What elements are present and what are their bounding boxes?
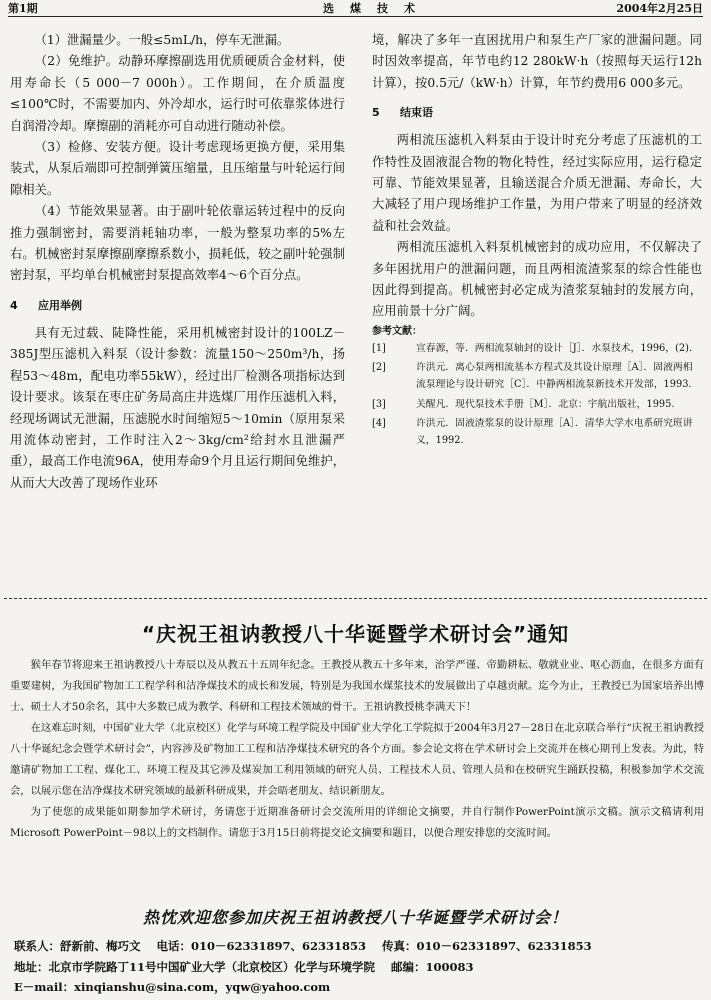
email-value[interactable]: xinqianshu@sina.com，yqw@yahoo.com <box>74 980 331 994</box>
postcode-label: 邮编： <box>391 960 426 974</box>
address-label: 地址： <box>14 960 49 974</box>
conclusion-paragraph: 两相流压滤机入料泵由于设计时充分考虑了压滤机的工作特性及固液混合物的物化特性，经过实际应用，运行稳定可靠、节能效果显著，且输送混合介质无泄漏、寿命长，大大减轻了用户现场维护工作量，为用户带来了明显的经济效益和社会效益。 <box>372 133 702 233</box>
continuation-paragraph: 境，解决了多年一直困扰用户和泵生产厂家的泄漏问题。同时因效率提高，年节电约12 280kW·h（按照每天运行12h计算），按0.5元/（kW·h）计算，年节约费用6 000多元。 <box>372 33 702 90</box>
address-value: 北京市学院路丁11号中国矿业大学（北京校区）化学与环境学院 <box>48 960 376 974</box>
email-line <box>14 978 704 996</box>
contacts-label: 联系人： <box>14 939 60 953</box>
dashed-divider <box>4 598 707 599</box>
conclusion-paragraph: 两相流压滤机入料泵机械密封的成功应用，不仅解决了多年困扰用户的泄漏问题，而且两相流渣浆泵的综合性能也因此得到提高。机械密封必定成为渣浆泵轴封的发展方向，应用前景十分广阔。 <box>372 240 702 319</box>
welcome-line: 热忱欢迎您参加庆祝王祖讷教授八十华诞暨学术研讨会！ <box>142 908 568 927</box>
email-label: E－mail： <box>14 980 75 994</box>
notice-title: “庆祝王祖讷教授八十华诞暨学术研讨会”通知 <box>141 622 570 646</box>
reference-text: 宣春源，等．两相流泵轴封的设计［J］．水泵技术，1996，(2)． <box>416 342 699 354</box>
reference-item <box>372 340 702 357</box>
fax-label: 传真： <box>382 939 417 953</box>
reference-number: [3] <box>372 398 386 410</box>
right-column <box>372 30 702 452</box>
section-number: 5 <box>372 106 380 120</box>
phone-label: 电话： <box>156 939 191 953</box>
application-paragraph: 具有无过载、陡降性能，采用机械密封设计的100LZ－385J型压滤机入料泵（设计参数：流量150～250m³/h，扬程53～48m，配电功率55kW），经过出厂检测各项指标达到设计要求。该泵在枣庄矿务局高庄井选煤厂用作压滤机入料，经现场调试无泄漏，压滤脱水时间缩短5～10min（原用泵采用流体动密封，工作时注入2～3kg/cm²给封水且泄漏严重），最高工作电流96A，使用寿命9个月且运行期间免维护，从而大大改善了现场作业环 <box>10 325 345 490</box>
feature-item: （3）检修、安装方便。设计考虑现场更换方便，采用集装式，从泵后端即可控制弹簧压缩量，且压缩量与叶轮运行间隙相关。 <box>10 140 345 197</box>
phone-value: 010－62331897、62331853 <box>191 939 367 953</box>
section-title: 结束语 <box>400 106 433 120</box>
reference-number: [1] <box>372 342 386 354</box>
contact-line <box>14 937 704 955</box>
reference-number: [2] <box>372 362 386 374</box>
references-title: 参考文献： <box>372 325 422 337</box>
notice-paragraph: 为了使您的成果能如期参加学术研讨，务请您于近期准备研讨会交流所用的详细论文摘要，并自行制作PowerPoint演示文稿。演示文稿请利用Microsoft PowerPoint－98以上的文档制作。请您于3月15日前将提交论文摘要和题目，以便合理安排您的交流时间。 <box>10 806 704 839</box>
issue-number: 第1期 <box>8 2 38 15</box>
journal-name: 选煤技术 <box>323 2 431 15</box>
section-heading-5 <box>372 102 702 124</box>
postcode-value: 100083 <box>425 960 474 974</box>
feature-item: （4）节能效果显著。由于副叶轮依靠运转过程中的反向推力强制密封，需要消耗轴功率，一般为整泵功率的5%左右。机械密封泵摩擦副摩擦系数小，损耗低，较之副叶轮强制密封泵，平均单台机械密封泵提高效率4～6个百分点。 <box>10 204 345 283</box>
notice-body <box>10 655 704 844</box>
section-title: 应用举例 <box>38 298 82 312</box>
reference-item <box>372 415 702 450</box>
section-number: 4 <box>10 298 18 312</box>
address-line <box>14 958 704 976</box>
notice-paragraph: 猴年春节将迎来王祖讷教授八十寿辰以及从教五十五周年纪念。王教授从教五十多年来，治学严谨、帝勤耕耘、敬就业业、呕心沥血，在很多方面有重要建树，为我国矿物加工工程学科和洁净煤技术的成长和发展，特别是为我国水煤浆技术的发展做出了卓越贡献。迄今为止，王教授已为国家培养出博士、硕士人才50余名，其中大多数已成为教学、科研和工程技术领域的骨干。王祖讷教授桃李满天下！ <box>10 659 704 713</box>
contacts-value: 舒新前、梅巧文 <box>60 939 141 953</box>
reference-number: [4] <box>372 418 386 430</box>
reference-text: 许洪元．固液渣浆泵的设计原理［A］．清华大学水电系研究班讲义，1992. <box>416 418 693 447</box>
running-header <box>8 2 703 17</box>
notice-paragraph: 在这难忘时刻，中国矿业大学（北京校区）化学与环境工程学院及中国矿业大学化工学院拟于2004年3月27－28日在北京联合举行“庆祝王祖讷教授八十华诞纪念会暨学术研讨会”，内容涉及矿物加工工程和洁净煤技术研究的各个方面。参会论文将在学术研讨会上交流并在核心期刊上发表。为此，特邀请矿物加工工程、煤化工、环境工程及其它涉及煤炭加工利用领域的研究人员、工程技术人员、管理人员和在校研究生踊跃投稿，积极参加学术交流会，以展示您在洁净煤技术研究领域的最新科研成果，并会晤老朋友、结识新朋友。 <box>10 722 704 797</box>
feature-item: （2）免维护。动静环摩擦副选用优质硬质合金材料，使用寿命长（5 000－7 000h）。工作期间，在介质温度≤100℃时，不需要加内、外冷却水，运行时可依靠浆体进行自润滑冷却。摩擦副的消耗亦可自动进行随动补偿。 <box>10 54 345 133</box>
left-column <box>10 30 345 494</box>
feature-item: （1）泄漏量少。一般≤5mL/h，停车无泄漏。 <box>34 33 290 47</box>
section-heading-4 <box>10 295 345 317</box>
reference-text: 许洪元．离心泵两相流基本方程式及其设计原理［A］．固液两相流泵理论与设计研究［C］．中静两相流泵新技术开发部，1993. <box>416 362 693 391</box>
reference-item <box>372 396 702 413</box>
issue-date: 2004年2月25日 <box>616 2 703 15</box>
fax-value: 010－62331897、62331853 <box>416 939 592 953</box>
reference-item <box>372 359 702 394</box>
reference-text: 关醒凡．现代泵技术手册［M］．北京：宇航出版社，1995. <box>416 398 675 410</box>
